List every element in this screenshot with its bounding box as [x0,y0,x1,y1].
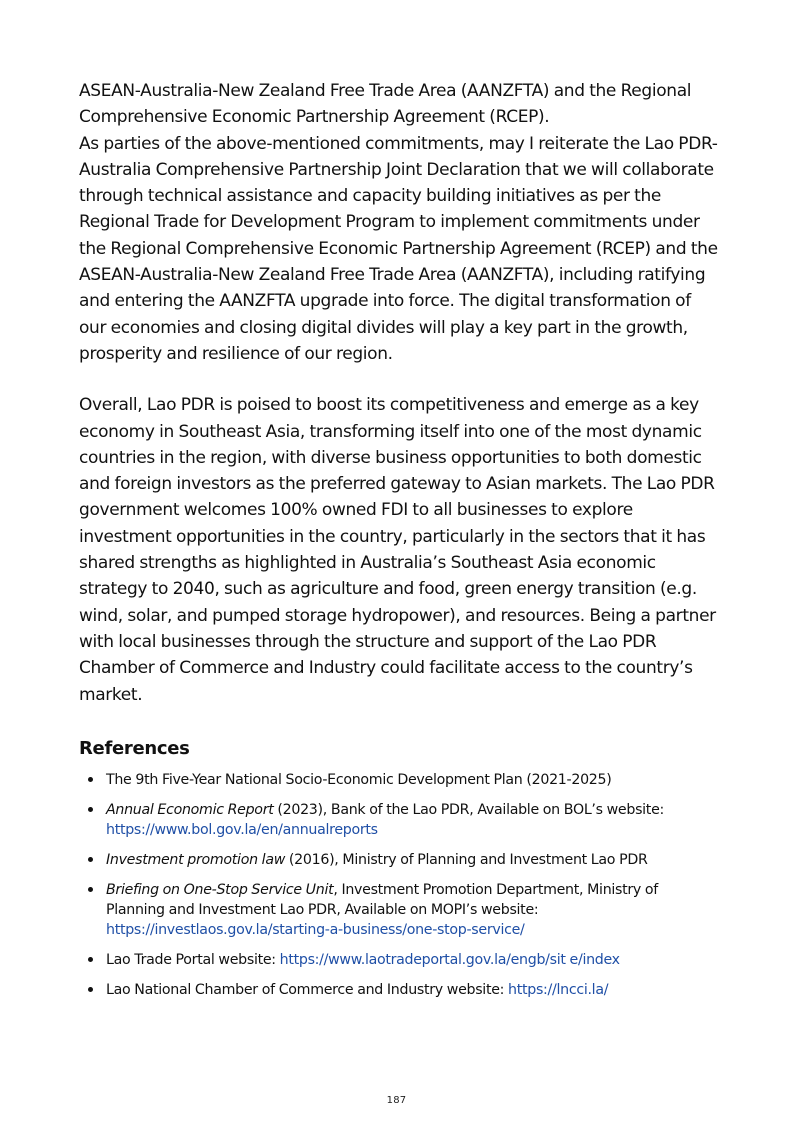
document-page [79,78,719,1010]
references-heading: References [79,737,190,759]
reference-link[interactable]: https://www.laotradeportal.gov.la/engb/sit e/index [279,951,620,968]
reference-text: Lao Trade Portal website: [106,951,280,968]
body-paragraph-3: Overall, Lao PDR is poised to boost its competitiveness and emerge as a key economy in Southeast Asia, transforming itself into one of the most dynamic countries in the region, with diverse business opportunities to both domestic and foreign investors as the preferred gateway to Asian markets. The Lao PDR government welcomes 100% owned FDI to all businesses to explore investment opportunities in the country, particularly in the sectors that it has shared strengths as highlighted in Australia’s Southeast Asia economic strategy to 2040, such as agriculture and food, green energy transition (e.g. wind, solar, and pumped storage hydropower), and resources. Being a partner with local businesses through the structure and support of the Lao PDR Chamber of Commerce and Industry could facilitate access to the country’s market. [79,395,716,705]
body-paragraph-2: As parties of the above-mentioned commitments, may I reiterate the Lao PDR-Australia Comprehensive Partnership Joint Declaration that we will collaborate through technical assistance and capacity building initiatives as per the Regional Trade for Development Program to implement commitments under the Regional Comprehensive Economic Partnership Agreement (RCEP) and the ASEAN-Australia-New Zealand Free Trade Area (AANZFTA), including ratifying and entering the AANZFTA upgrade into force. The digital transformation of our economies and closing digital divides will play a key part in the growth, prosperity and resilience of our region. [79,133,718,364]
reference-text: Lao National Chamber of Commerce and Industry website: [106,981,509,998]
page-number: 187 [386,1095,407,1106]
bullet-icon [88,807,93,812]
references-list [79,770,719,1000]
bullet-icon [88,887,93,892]
paragraph-spacer [79,367,719,392]
reference-text: The 9th Five-Year National Socio-Economic Development Plan (2021-2025) [106,771,612,788]
reference-item [79,800,719,840]
reference-item [79,980,719,1000]
bullet-icon [88,957,93,962]
reference-text: , Investment Promotion Department, Ministry of Planning and Investment Lao PDR, Available on MOPI’s website: [106,881,658,918]
reference-title: Annual Economic Report [106,801,274,818]
body-paragraph-1: ASEAN-Australia-New Zealand Free Trade Area (AANZFTA) and the Regional Comprehensive Economic Partnership Agreement (RCEP). [79,81,692,128]
reference-link[interactable]: https://investlaos.gov.la/starting-a-business/one-stop-service/ [106,921,525,938]
reference-text: (2016), Ministry of Planning and Investment Lao PDR [285,851,648,868]
reference-item [79,770,719,790]
reference-title: Investment promotion law [106,851,286,868]
reference-item [79,880,719,940]
bullet-icon [88,987,93,992]
reference-item [79,950,719,970]
reference-title: Briefing on One-Stop Service Unit [106,881,334,898]
reference-link[interactable]: https://www.bol.gov.la/en/annualreports [106,821,378,838]
reference-item [79,850,719,870]
bullet-icon [88,857,93,862]
bullet-icon [88,777,93,782]
reference-text: (2023), Bank of the Lao PDR, Available on BOL’s website: [273,801,664,818]
reference-link[interactable]: https://lncci.la/ [508,981,609,998]
